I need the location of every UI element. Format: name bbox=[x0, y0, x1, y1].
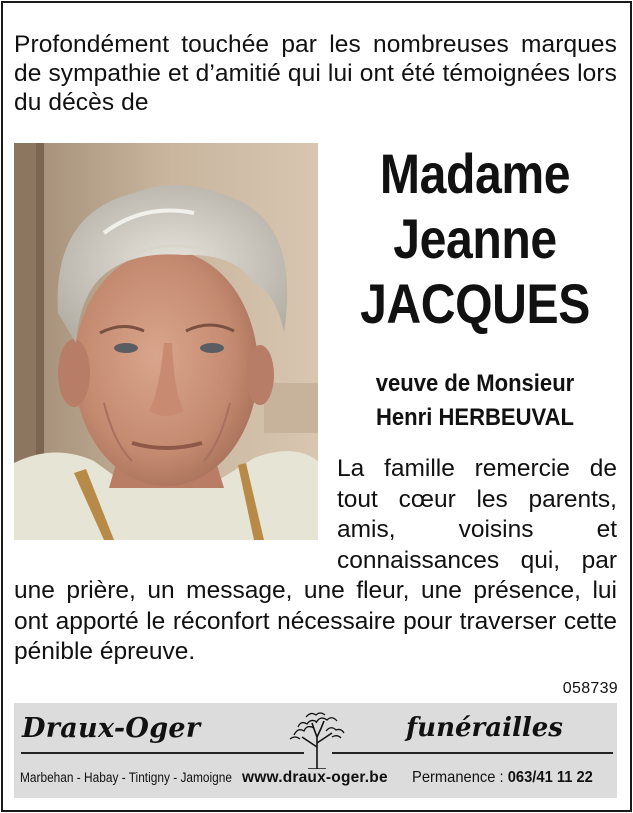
widow-of bbox=[345, 367, 606, 435]
reference-number: 058739 bbox=[562, 680, 618, 697]
widow-of-line2: Henri HERBEUVAL bbox=[375, 404, 575, 431]
brand-name: Draux-Oger bbox=[22, 713, 201, 744]
thanks-text: La famille remercie de tout cœur les parents, amis, voisins et connaissances qui, par une prière, un message, une fleur, une présence, lui ont apporté le réconfort nécessaire pour traverser cette pénible épreuve. bbox=[14, 455, 617, 665]
tree-icon bbox=[284, 707, 350, 769]
funeral-home-footer bbox=[14, 703, 617, 798]
footer-rule-right bbox=[332, 752, 613, 754]
website-link[interactable]: www.draux-oger.be bbox=[242, 769, 388, 786]
service-label: funérailles bbox=[406, 713, 563, 743]
permanence-label: Permanence : bbox=[411, 769, 504, 786]
phone-number[interactable]: 063/41 11 22 bbox=[507, 769, 593, 786]
footer-contact-row bbox=[20, 769, 612, 791]
footer-rule-left bbox=[21, 752, 304, 754]
intro-text: Profondément touchée par les nombreuses marques de sympathie et d’amitié qui lui ont été témoignées lors du décès de bbox=[14, 31, 617, 116]
widow-of-line1: veuve de Monsieur bbox=[375, 370, 575, 397]
deceased-name bbox=[350, 141, 599, 336]
first-name: Jeanne bbox=[393, 207, 557, 270]
permanence bbox=[412, 769, 593, 787]
thanks-block bbox=[14, 454, 617, 668]
name-title: Madame bbox=[379, 142, 571, 205]
last-name: JACQUES bbox=[360, 272, 590, 335]
photo-wrap-spacer bbox=[14, 454, 337, 576]
towns: Marbehan - Habay - Tintigny - Jamoigne bbox=[20, 770, 232, 785]
